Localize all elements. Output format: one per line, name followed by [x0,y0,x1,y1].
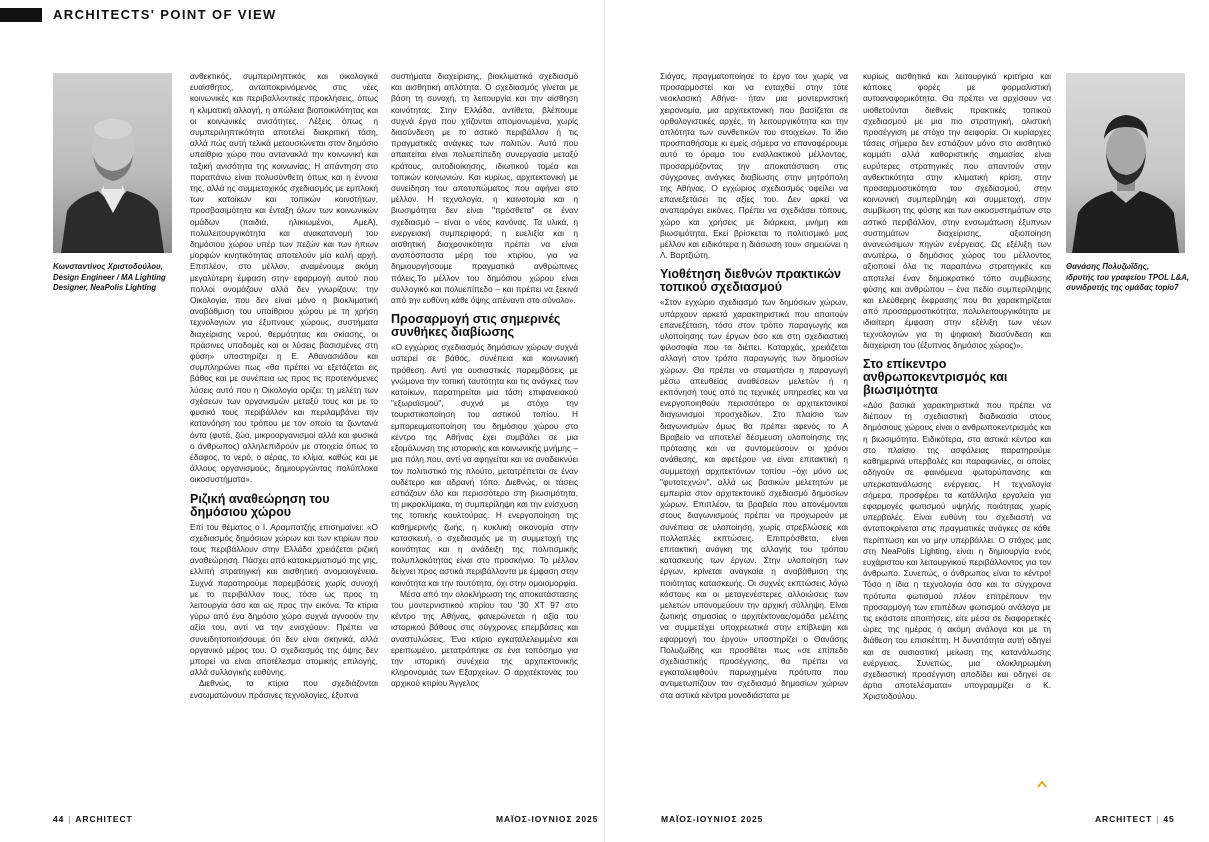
paragraph: «Δύο βασικά χαρακτηριστικά που πρέπει να διέπουν τη σχεδιαστική διαδικασία στους δημόσιους χώρους είναι ο ανθρωποκεντρισμός και η βιωσιμότητα. Ειδικότερα, στα αστικά κέντρα και στο πλαίσιο της ασφάλειας παρατηρούμε καθημερινά υπερβολές και παραφωνίες, οι οποίες οδηγούν σε φαινόμενα φωτορύπανσης και υπερκατανάλωσης ενέργειας. Η τεχνολογία σήμερα, προσφέρει τα κατάλληλα εργαλεία για εφαρμογές φωτισμού υψηλής ποιότητας χωρίς υπερβολές. Είναι ευθύνη του σχεδιαστή να ανταποκρίνεται στις πραγματικές ανάγκες σε κάθε περίπτωση και να μην υπερβάλλει. Ο στόχος μας στη NeaPolis Lighting, είναι η δημιουργία ενός ευχάριστου και λειτουργικού περιβάλλοντος για τον άνθρωπο. Συνεπώς, ο άνθρωπος είναι το κέντρο! Τόσο η ίδια η τεχνολογία όσο και τα σύγχρονα πρότυπα φωτισμού πλέον επιτρέπουν την προσαρμογή των επιπέδων φωτισμού ανάλογα με τις εκάστοτε απαιτήσεις, είτε μέσα σε διαφορετικές ώρες της ημέρας ή ακόμη ανάλογα και με τη διάθεση του επισκέπτη. Η δυνατότητα αυτή οδηγεί και σε ουσιαστική μείωση της κατανάλωσης ενέργειας. Συνεπώς, μια ολοκληρωμένη σχεδιαστική προσέγγιση αποδίδει και οδηγεί σε άρτια αποτελέσματα» υπογραμμίζει ο Κ. Χριστοδούλου. [863,400,1051,702]
portrait-figure-icon [53,73,172,253]
magazine-name: ARCHITECT [1095,814,1153,824]
text-column-2 [391,71,578,796]
paragraph: Μέσα από την ολοκλήρωση της αποκατάστασης του μοντερνιστικού κτιρίου του '30 ΧΤ 97 στο κέντρο της Αθήνας, φανερώνεται η αξία του ιστορικού βάθους στις σύγχρονες επεμβάσεις και αναστυλώσεις. Ένα κτίριο εγκαταλελειμμένο και ερειπωμένο, μετατράπηκε σε ένα τοπόσημο για την ιστορική συνέχεια της αρχιτεκτονικής κληρονομιάς των Εξαρχείων. Ο αρχιτέκτονας του αρχικού κτιρίου Άγγελος [391,588,578,689]
text-column-4 [863,71,1051,796]
section-heading: Ριζική αναθεώρηση του δημόσιου χώρου [190,491,330,519]
paragraph: ανθεκτικός, συμπεριληπτικός και οικολογικά ευαίσθητος, ανταποκρινόμενος στις νέες κοινωνικές και περιβαλλοντικές προκλήσεις, όπως η κλιματική αλλαγή, η απώλεια βιοποικιλότητας και οι κοινωνικές ανισότητες. Λέξεις όπως η συμπεριληπτικότητα αποτελεί διακριτική τάση, αλλά πώς αυτή τελικά μετουσιώνεται στον δημόσιο υπαίθριο χώρο που αντανακλά την κοινωνική και ταξική ανισότητα της κοινωνίας; Η απάντηση στο παραπάνω είναι πολυσύνθετη όπως και η έννοια της, αλλά ης συμμετοχικός σχεδιασμός με εμπλοκή των κατοίκων και τοπικών κοινοτήτων, προσβασιμότητα και ένταξη όλων των κοινωνικών ομάδων (παιδιά, ηλικιωμένοι, ΑμεΑ), πολυλειτουργικότητα και ανακατανομή του δημόσιου χώρου υπέρ των πεζών και των ήπιων μορφών κινητικότητας αποτελούν μία καλή αρχή. Επιπλέον, στο μέλλον, αναμένουμε ακόμη μεγαλύτερη έμφαση στην εφαρμογή αυτού που πολλοί ονομάζουν αλλά δεν γνωρίζουν: την Οικολογία, που δεν είναι μόνο η βιοκλιματική αναβάθμιση του υπαίθριου χώρου με τη χρήση τεχνολογιών για έξυπνους χώρους, συστήματα διαχείρισης νερού, θερμότητας και σκίασης, οι πράσινες υποδομές και οι λύσεις βασισμένες στη φύση» υποστηρίζει η Ε. Αθανασιάδου και συμπληρώνει πως «θα πρέπει να εξετάζεται εις βάθος και με συνέπεια ως προς τις προτεινόμενες λύσεις αυτό που η Οικολογία ορίζει: τη μελέτη των σχέσεων των οργανισμών μεταξύ τους και με το φυσικό τους περιβάλλον και περιλαμβάνει την κατανόηση του τρόπου με τον οποίο τα ζωντανά όντα (φυτά, ζώα, μικροοργανισμοί αλλά και φυσικά ο άνθρωπος) αλληλεπιδρούν με στοιχεία όπως το έδαφος, το νερό, ο αέρας, το κλίμα, καθώς και με άλλους οργανισμούς, δημιουργώντας πολύπλοκα οικοσυστήματα». [190,71,378,485]
photo-caption [53,262,183,294]
text-column-1 [190,71,378,796]
page-number: 44 [53,814,65,824]
paragraph: Σιάγας, πραγματοποίησε το έργο του χωρίς να προσαρμοστεί και να ενταχθεί στην τότε νεοκλασική Αθήνα· ήταν μια μοντερνιστική χειρονομία, μια αρχιτεκτονική που βασίζεται σε ορθολογιστικές αρχές, τη λειτουργικότητα και την απλότητα των συνθετικών του στοιχείων. Το ίδιο προσπαθήσαμε κι εμείς σήμερα να επαναφέρουμε αυτό το όραμα του εναλλακτικού μέλλοντος, προσαρμόζοντας την αποκατάσταση στις σύγχρονες ανάγκες διαβίωσης στην μητρόπολη της Αθήνας. Ο εγχώριος σχεδιασμός οφείλει να επανεξετάσει τις αξίες του. Δεν αρκεί να αναπαράγει εικόνες. Πρέπει να σχεδιάσει τόπους, χώρο και χρήσεις με διάρκεια, μνήμη και βιωσιμότητα. Εκεί βρίσκεται το πολιτισμικό μας μέλλον και ειδικότερα η διάσωση του» σημειώνει η Λ. Βαρτζιώτη. [660,71,848,261]
section-heading: Στο επίκεντρο ανθρωποκεντρισμός και βιωσιμότητα [863,357,1008,398]
section-heading: Υιοθέτηση διεθνών πρακτικών τοπικού σχεδιασμού [660,267,842,295]
portrait-photo-polyzoidis [1066,73,1185,253]
issue-date: ΜΑΪΟΣ-ΙΟΥΝΙΟΣ 2025 [496,814,599,824]
paragraph: συστήματα διαχείρισης, βιοκλιματικό σχεδιασμό και αισθητική απλότητα. Ο σχεδιασμός γίνεται με βάση τη συνοχή, τη λειτουργία και την αίσθηση κοινότητας. Στην Ελλάδα, αντίθετα, βλέπουμε συχνά έργα που χτίζονται απομονωμένα, χωρίς διασύνδεση με το αστικό περιβάλλον ή τις πραγματικές ανάγκες των πολιτών. Αυτό που απαιτείται είναι πολυεπίπεδη συνεργασία μεταξύ κράτους, αυτοδιοίκησης, ιδιωτικού τομέα και τοπικών κοινωνιών. Και κυρίως, αρχιτεκτονική με συνείδηση του αποτυπώματος που αφήνει στο μέλλον. Η τεχνολογία, η καινοτομία και η βιωσιμότητα δεν είναι "πρόσθετα" σε έναν σχεδιασμό – είναι ο νέος κανόνας. Τα υλικά, η ενεργειακή συμπεριφορά, η ευελιξία και η αισθητική διαχρονικότητα πρέπει να είναι αναπόσπαστα μέρη του κτιρίου, για να δημιουργήσουμε πραγματικά ανθρώπινες πόλεις.Το μέλλον του δημόσιου χώρου είναι συλλογικό και πολυεπίπεδο – και πρέπει να ξεκινά από την ευθύνη κάθε όψης απέναντι στο σύνολο». [391,71,578,306]
footer-left: 44 | ARCHITECT [53,814,133,824]
caption-name: Θανάσης Πολυζωΐδης, [1066,262,1149,271]
section-heading: Προσαρμογή στις σημερινές συνθήκες διαβίωσης [391,312,561,340]
caption-role: Designer, NeaPolis Lighting [53,283,157,292]
section-title: ARCHITECTS' POINT OF VIEW [53,7,277,22]
paragraph: «Ο εγχώριος σχεδιασμός δημόσιων χώρων συχνά υστερεί σε βάθος, συνέπεια και κοινωνική πρόθεση. Αντί για ουσιαστικές παρεμβάσεις με γνώμονα την τοπική ταυτότητα και τις ανάγκες των κατοίκων, παρατηρείται μια τάση επιφανειακού "εξωραϊσμού", συχνά με στόχο την τουριστικοποίηση του αστικού τοπίου. Η εμπορευματοποίηση του δημόσιου χώρου στο κέντρο της Αθήνας έχει συμβάλει σε μια εξομάλυνση της ιστορικής και κοινωνικής μνήμης – μια πόλη που, αντί να αφηγείται και να αναδεικνύει τον πολιτιστικό της πλούτο, μετατρέπεται σε έναν ουδέτερο και αδρανή τόπο. Διεθνώς, οι τάσεις εστιάζουν όλο και περισσότερο στη βιωσιμότητα, τη μικροκλίμακα, τη συμπερίληψη και την ενίσχυση της τοπικής κουλτούρας. Η ενεργοποίηση της καθημερινής ζωής, η κυκλική οικονομία στην κατασκευή, ο σχεδιασμός με τη συμμετοχή της κοινότητας και η ανάδειξη της πολιτισμικής πολυπλοκότητας είναι στο προσκήνιο. Το μέλλον δείχνει προς αστικά περιβάλλοντα με έμφαση στην κοινότητα και την ταυτότητα, όχι στην ομοιομορφία. [391,342,578,588]
photo-caption [1066,262,1201,294]
issue-date: ΜΑΪΟΣ-ΙΟΥΝΙΟΣ 2025 [661,814,764,824]
magazine-name: ARCHITECT [75,814,133,824]
paragraph: Επί του θέματος ο Ι. Αραμπατζής επισημαίνει: «Ο σχεδιασμός δημόσιων χώρων και των κτιρίων που τους περιβάλλουν στην Ελλάδα χρειάζεται ριζική αναθεώρηση. Πάσχει από κατακερματισμό της γης, ελλιπή στρατηγική και αισθητική ανομοιογένεια. Συχνά παρατηρούμε παρεμβάσεις χωρίς συνοχή με το περιβάλλον τους, τόσο ως προς τη λειτουργία όσο και ως προς την εικόνα. Τα κτίρια γύρω από ένα δημόσιο χώρο συχνά αγνοούν την αξία του, αντί να την ενισχύουν. Πρέπει να συνειδητοποιήσουμε ότι δεν είναι σκηνικά, αλλά οργανικό μέρος του. Ο σχεδιασμός της όψης δεν μπορεί να είναι αποτέλεσμα ατομικής επιλογής, αλλά συλλογικής ευθύνης. [190,521,378,678]
page-number: 45 [1163,814,1175,824]
caption-role: ιδρυτής του γραφείου TPOL L&A, [1066,272,1190,282]
caption-name: Κωνσταντίνος Χριστοδούλου, [53,262,163,271]
footer-right: ARCHITECT | 45 [1095,814,1175,824]
paragraph: «Στον εγχώριο σχεδιασμό των δημόσιων χώρων, υπάρχουν αρκετά χαρακτηριστικά που απαιτούν επανεξέταση, τόσο στον τρόπο παραγωγής και υλοποίησης των έργων όσο και στη σχεδιαστική φιλοσοφία που τα διέπει. Καταρχάς, χρειάζεται αλλαγή στον τρόπο παραγωγής των δημοσίων χώρων. Θα πρέπει να σταματήσει η παραγωγή μέσω απευθείας αναθέσεων μελετών ή η εκπόνησή τους από τις τεχνικές υπηρεσίες και να ενεργοποιηθούν περισσότερο οι αρχιτεκτονικοί διαγωνισμοί προσχεδίων. Στο πλαίσιο των διαγωνισμών όμως θα πρέπει αφενός το Α Βραβείο να αποτελεί δέσμευση υλοποίησης της πρότασης και να συντομεύσουν οι χρόνοι ανάθεσης, και αφετέρου να είναι επιτακτική η συμμετοχή αρχιτεκτόνων τοπίου –όχι μόνο ως "φυτοτεχνών", αλλά ως βασικών μελετητών με εμπειρία στον αρχιτεκτονικό σχεδιασμό δημοσίων χώρων. Επιπλέον, τα βραβεία που απονέμονται στους διαγωνισμούς πρέπει να προχωρούν με συνέπεια σε υλοποίηση, χωρίς στρεβλώσεις και πολλαπλές εκπτώσεις. Επιπρόσθετα, είναι επιτακτική ανάγκη της αλλαγής του τρόπου κατασκευής των έργων. Στην υλοποίηση των έργων, κρίνεται αναγκαία η αναβάθμιση της ποιότητας κατασκευής. Οι συχνές εκπτώσεις λόγω κόστους και οι μεταγενέστερες αλλοιώσεις των μελετών υπονομεύουν την αρχική σύλληψη. Είναι ζωτικής σημασίας ο αρχιτέκτονας/ομάδα μελέτης να συμμετέχει υποχρεωτικά στην επίβλεψη και εφαρμογή του έργου» υποστηρίζει ο Θανάσης Πολυζωΐδης και προσθέτει πως «σε επίπεδο σχεδιαστικής προσέγγισης, θα πρέπει να εγκαταλειφθούν παρωχημένα πρότυπα που αντιμετωπίζουν τον σχεδιασμό δημοσίων χώρων στα αστικά κέντρα μονοδιάστατα με [660,297,848,700]
portrait-figure-icon [1066,73,1185,253]
left-page [0,0,604,842]
footer-issue [496,814,598,824]
paragraph: κυρίως αισθητικά και λειτουργικά κριτήρια και κάποιες φορές με φορμαλιστική αυτοαναφορικότητα. Θα πρέπει να αρχίσουν να υιοθετούνται διεθνείς πρακτικές τοπικού σχεδιασμού με μια πιο στρατηγική, ολιστική προσέγγιση με στόχο την αειφορία. Οι κυρίαρχες τάσεις σήμερα δεν εστιάζουν μόνο στο αισθητικό κομμάτι αλλά καθοριστικής σημασίας είναι ευρύτερες στρατηγικές που απαντούν στην ανθεκτικότητα στην κλιματική κρίση, στην προσαρμοστικότητα του σχεδιασμού, στην κοινωνική συμπερίληψη και συμμετοχή, στην συμβίωση της φύσης και των οικοσυστημάτων στο αστικό περιβάλλον, στην ενσωμάτωση έξυπνων συστημάτων διαχείρισης, αξιοποίηση ανανεώσιμων πηγών ενέργειας. Ως εξέλιξη των ανωτέρω, ο δημόσιος χώρος του μέλλοντος αξιοποιεί όλα τις παραπάνω στρατηγικές και αποτελεί έναν δημοκρατικό τόπο συμβίωσης φύσης και ανθρώπου – ένα πεδίο συμπερίληψης και ελεύθερης έκφρασης που θα χαρακτηρίζεται από προσαρμοστικότητα, πολυλειτουργικότητα με ιδιαίτερη έμφαση στην εξέλιξη των νέων τεχνολογιών για τη ψηφιακή διασύνδεση και διαχείριση του (έξυπνος δημόσιος χώρος)». [863,71,1051,350]
footer-issue [661,814,763,824]
caption-role: συνιδρυτής της ομάδας topio7 [1066,283,1179,292]
end-of-article-arrow-icon [1037,780,1047,788]
right-page [605,0,1209,842]
section-bar [0,8,42,22]
paragraph: Διεθνώς, τα κτίρια που σχεδιάζονται ενσωματώνουν πράσινες τεχνολογίες, έξυπνα [190,678,378,700]
portrait-photo-christodoulou [53,73,172,253]
caption-role: Design Engineer / MA Lighting [53,272,166,282]
text-column-3 [660,71,848,796]
